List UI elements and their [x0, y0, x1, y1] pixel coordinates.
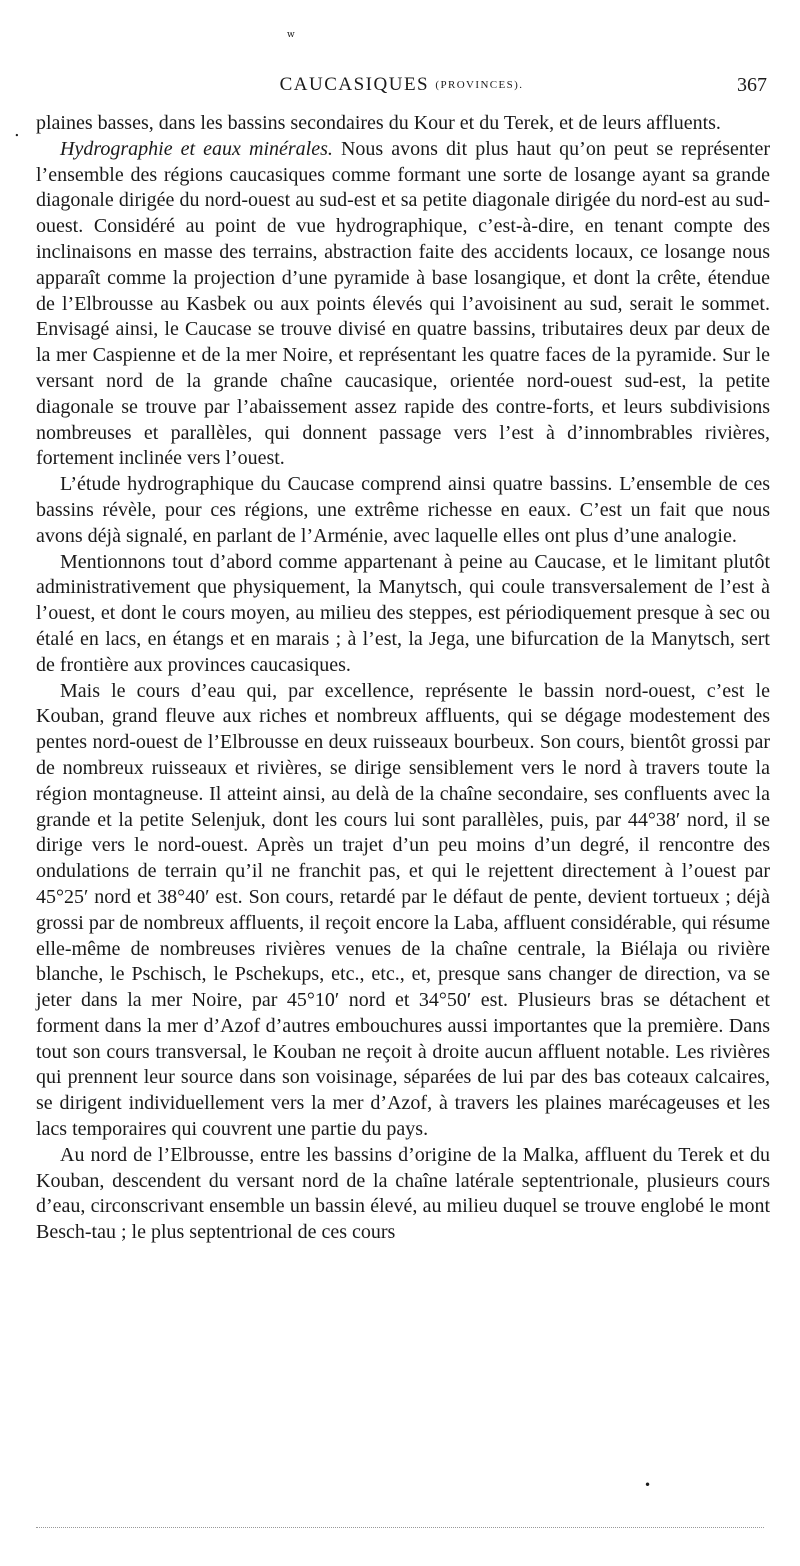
- footer-rule: [36, 1527, 764, 1528]
- paragraph-1: plaines basses, dans les bassins secondaires du Kour et du Terek, et de leurs affluents.: [36, 112, 721, 134]
- footer-mark: •: [644, 1478, 652, 1492]
- paragraph-5: Mais le cours d’eau qui, par excellence, représente le bassin nord-ouest, c’est le Kouban, grand fleuve aux riches et nombreux affluents, qui se dégage modestement des pentes nord-ouest de l’Elbrousse en deux ruisseaux bourbeux. Son cours, bientôt grossi par de nombreux ruisseaux et rivières, se dirige sensiblement vers le nord à travers toute la région montagneuse. Il atteint ainsi, au delà de la chaîne secondaire, ses confluents avec la grande et la petite Selenjuk, dont les cours lui sont parallèles, puis, par 44°38′ nord, il se dirige vers le nord-ouest. Après un trajet d’un peu moins d’un degré, il rencontre des ondulations de terrain qu’il ne franchit pas, et qui le rejettent directement à l’ouest par 45°25′ nord et 38°40′ est. Son cours, retardé par le défaut de pente, devient tortueux ; déjà grossi par de nombreux affluents, il reçoit encore la Laba, affluent considérable, qui résume elle-même de nombreuses rivières venues de la chaîne centrale, la Biélaja ou rivière blanche, le Pschisch, le Pschekups, etc., etc., et, presque sans changer de direction, va se jeter dans la mer Noire, par 45°10′ nord et 34°50′ est. Plusieurs bras se détachent et forment dans la mer d’Azof d’autres embouchures aussi importantes que la première. Dans tout son cours transversal, le Kouban ne reçoit à droite aucun affluent notable. Les rivières qui prennent leur source dans son voisinage, séparées de lui par des bas coteaux calcaires, se dirigent individuellement vers la mer d’Azof, à travers les plaines marécageuses et les lacs temporaires qui couvrent une partie du pays.: [36, 679, 770, 1141]
- running-title-main: CAUCASIQUES: [279, 74, 430, 95]
- body-text: [36, 111, 770, 1246]
- paragraph-6: Au nord de l’Elbrousse, entre les bassins d’origine de la Malka, affluent du Terek et du Kouban, descendent du versant nord de la chaîne latérale septentrionale, plusieurs cours d’eau, circonscrivant ensemble un bassin élevé, au milieu duquel se trouve englobé le mont Besch-tau ; le plus septentrional de ces cours: [36, 1143, 770, 1244]
- paragraph-2: Hydrographie et eaux minérales. Nous avons dit plus haut qu’on peut se représenter l’ensemble des régions caucasiques comme formant une sorte de losange ayant sa grande diagonale dirigée du nord-ouest au sud-est et sa petite diagonale dirigée du nord-est au sud-ouest. Considéré au point de vue hydrographique, c’est-à-dire, en tenant compte des inclinaisons en masse des terrains, abstraction faite des accidents locaux, ce losange nous apparaît comme la projection d’une pyramide à base losangique, et dont la crête, étendue de l’Elbrousse au Kasbek ou aux points élevés qui l’avoisinent au sud, serait le sommet. Envisagé ainsi, le Caucase se trouve divisé en quatre bassins, tributaires deux par deux de la mer Caspienne et de la mer Noire, et représentant les quatre faces de la pyramide. Sur le versant nord de la grande chaîne caucasique, orientée nord-ouest sud-est, la petite diagonale se trouve par l’abaissement assez rapide des contre-forts, et leurs subdivisions nombreuses et parallèles, qui donnent passage vers l’est à d’innombrables rivières, fortement inclinée vers l’ouest.: [36, 137, 770, 470]
- margin-mark: .: [14, 120, 20, 141]
- running-title: [36, 74, 767, 96]
- top-mark: w: [287, 30, 295, 40]
- section-heading: Hydrographie et eaux minérales.: [60, 137, 333, 160]
- page-number: 367: [737, 74, 767, 96]
- running-header: [36, 74, 767, 98]
- running-title-sub: (PROVINCES).: [435, 79, 524, 91]
- paragraph-4: Mentionnons tout d’abord comme appartenant à peine au Caucase, et le limitant plutôt administrativement que physiquement, la Manytsch, qui coule transversalement de l’est à l’ouest, et dont le cours moyen, au milieu des steppes, est périodiquement presque à sec ou étalé en lacs, en étangs et en marais ; à l’est, la Jega, une bifurcation de la Manytsch, sert de frontière aux provinces caucasiques.: [36, 550, 770, 676]
- paragraph-3: L’étude hydrographique du Caucase comprend ainsi quatre bassins. L’ensemble de ces bassins révèle, pour ces régions, une extrême richesse en eaux. C’est un fait que nous avons déjà signalé, en parlant de l’Arménie, avec laquelle elles ont plus d’une analogie.: [36, 473, 770, 547]
